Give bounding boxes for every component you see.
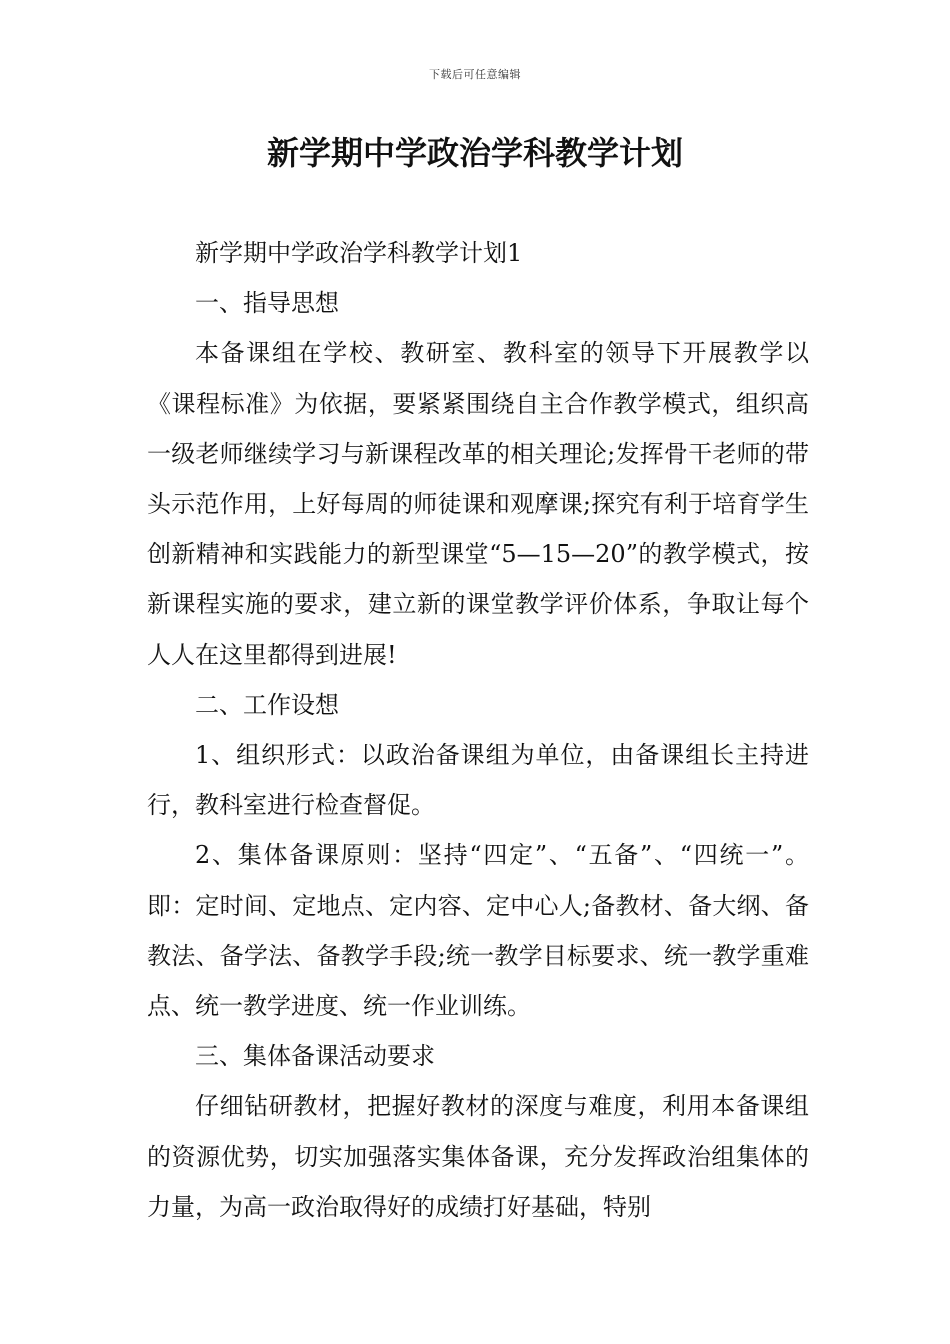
plan-subtitle: 新学期中学政治学科教学计划1 [195,239,523,267]
document-body [147,228,809,1232]
section-heading-prep-requirements: 三、集体备课活动要求 [195,1042,435,1071]
paragraph-guiding-ideology: 本备课组在学校、教研室、教科室的领导下开展教学以《课程标准》为依据，要紧紧围绕自主合作教学模式，组织高一级老师继续学习与新课程改革的相关理论;发挥骨干老师的带头示范作用，上好每周的师徒课和观摩课;探究有利于培育学生创新精神和实践能力的新型课堂“5—15—20”的教学模式，按新课程实施的要求，建立新的课堂教学评价体系，争取让每个人人在这里都得到进展! [147,339,809,669]
paragraph-organization-form: 1、组织形式：以政治备课组为单位，由备课组长主持进行，教科室进行检查督促。 [147,741,809,820]
paragraph-prep-requirements: 仔细钻研教材，把握好教材的深度与难度，利用本备课组的资源优势，切实加强落实集体备课，充分发挥政治组集体的力量，为高一政治取得好的成绩打好基础，特别 [147,1092,809,1221]
section-heading-guiding-ideology: 一、指导思想 [195,289,339,318]
header-note: 下载后可任意编辑 [429,68,521,81]
section-heading-work-plan: 二、工作设想 [195,690,339,719]
document-title: 新学期中学政治学科教学计划 [266,134,683,172]
paragraph-lesson-prep-principles: 2、集体备课原则：坚持“四定”、“五备”、“四统一”。即：定时间、定地点、定内容、定中心人;备教材、备大纲、备教法、备学法、备教学手段;统一教学目标要求、统一教学重难点、统一教学进度、统一作业训练。 [147,841,809,1021]
